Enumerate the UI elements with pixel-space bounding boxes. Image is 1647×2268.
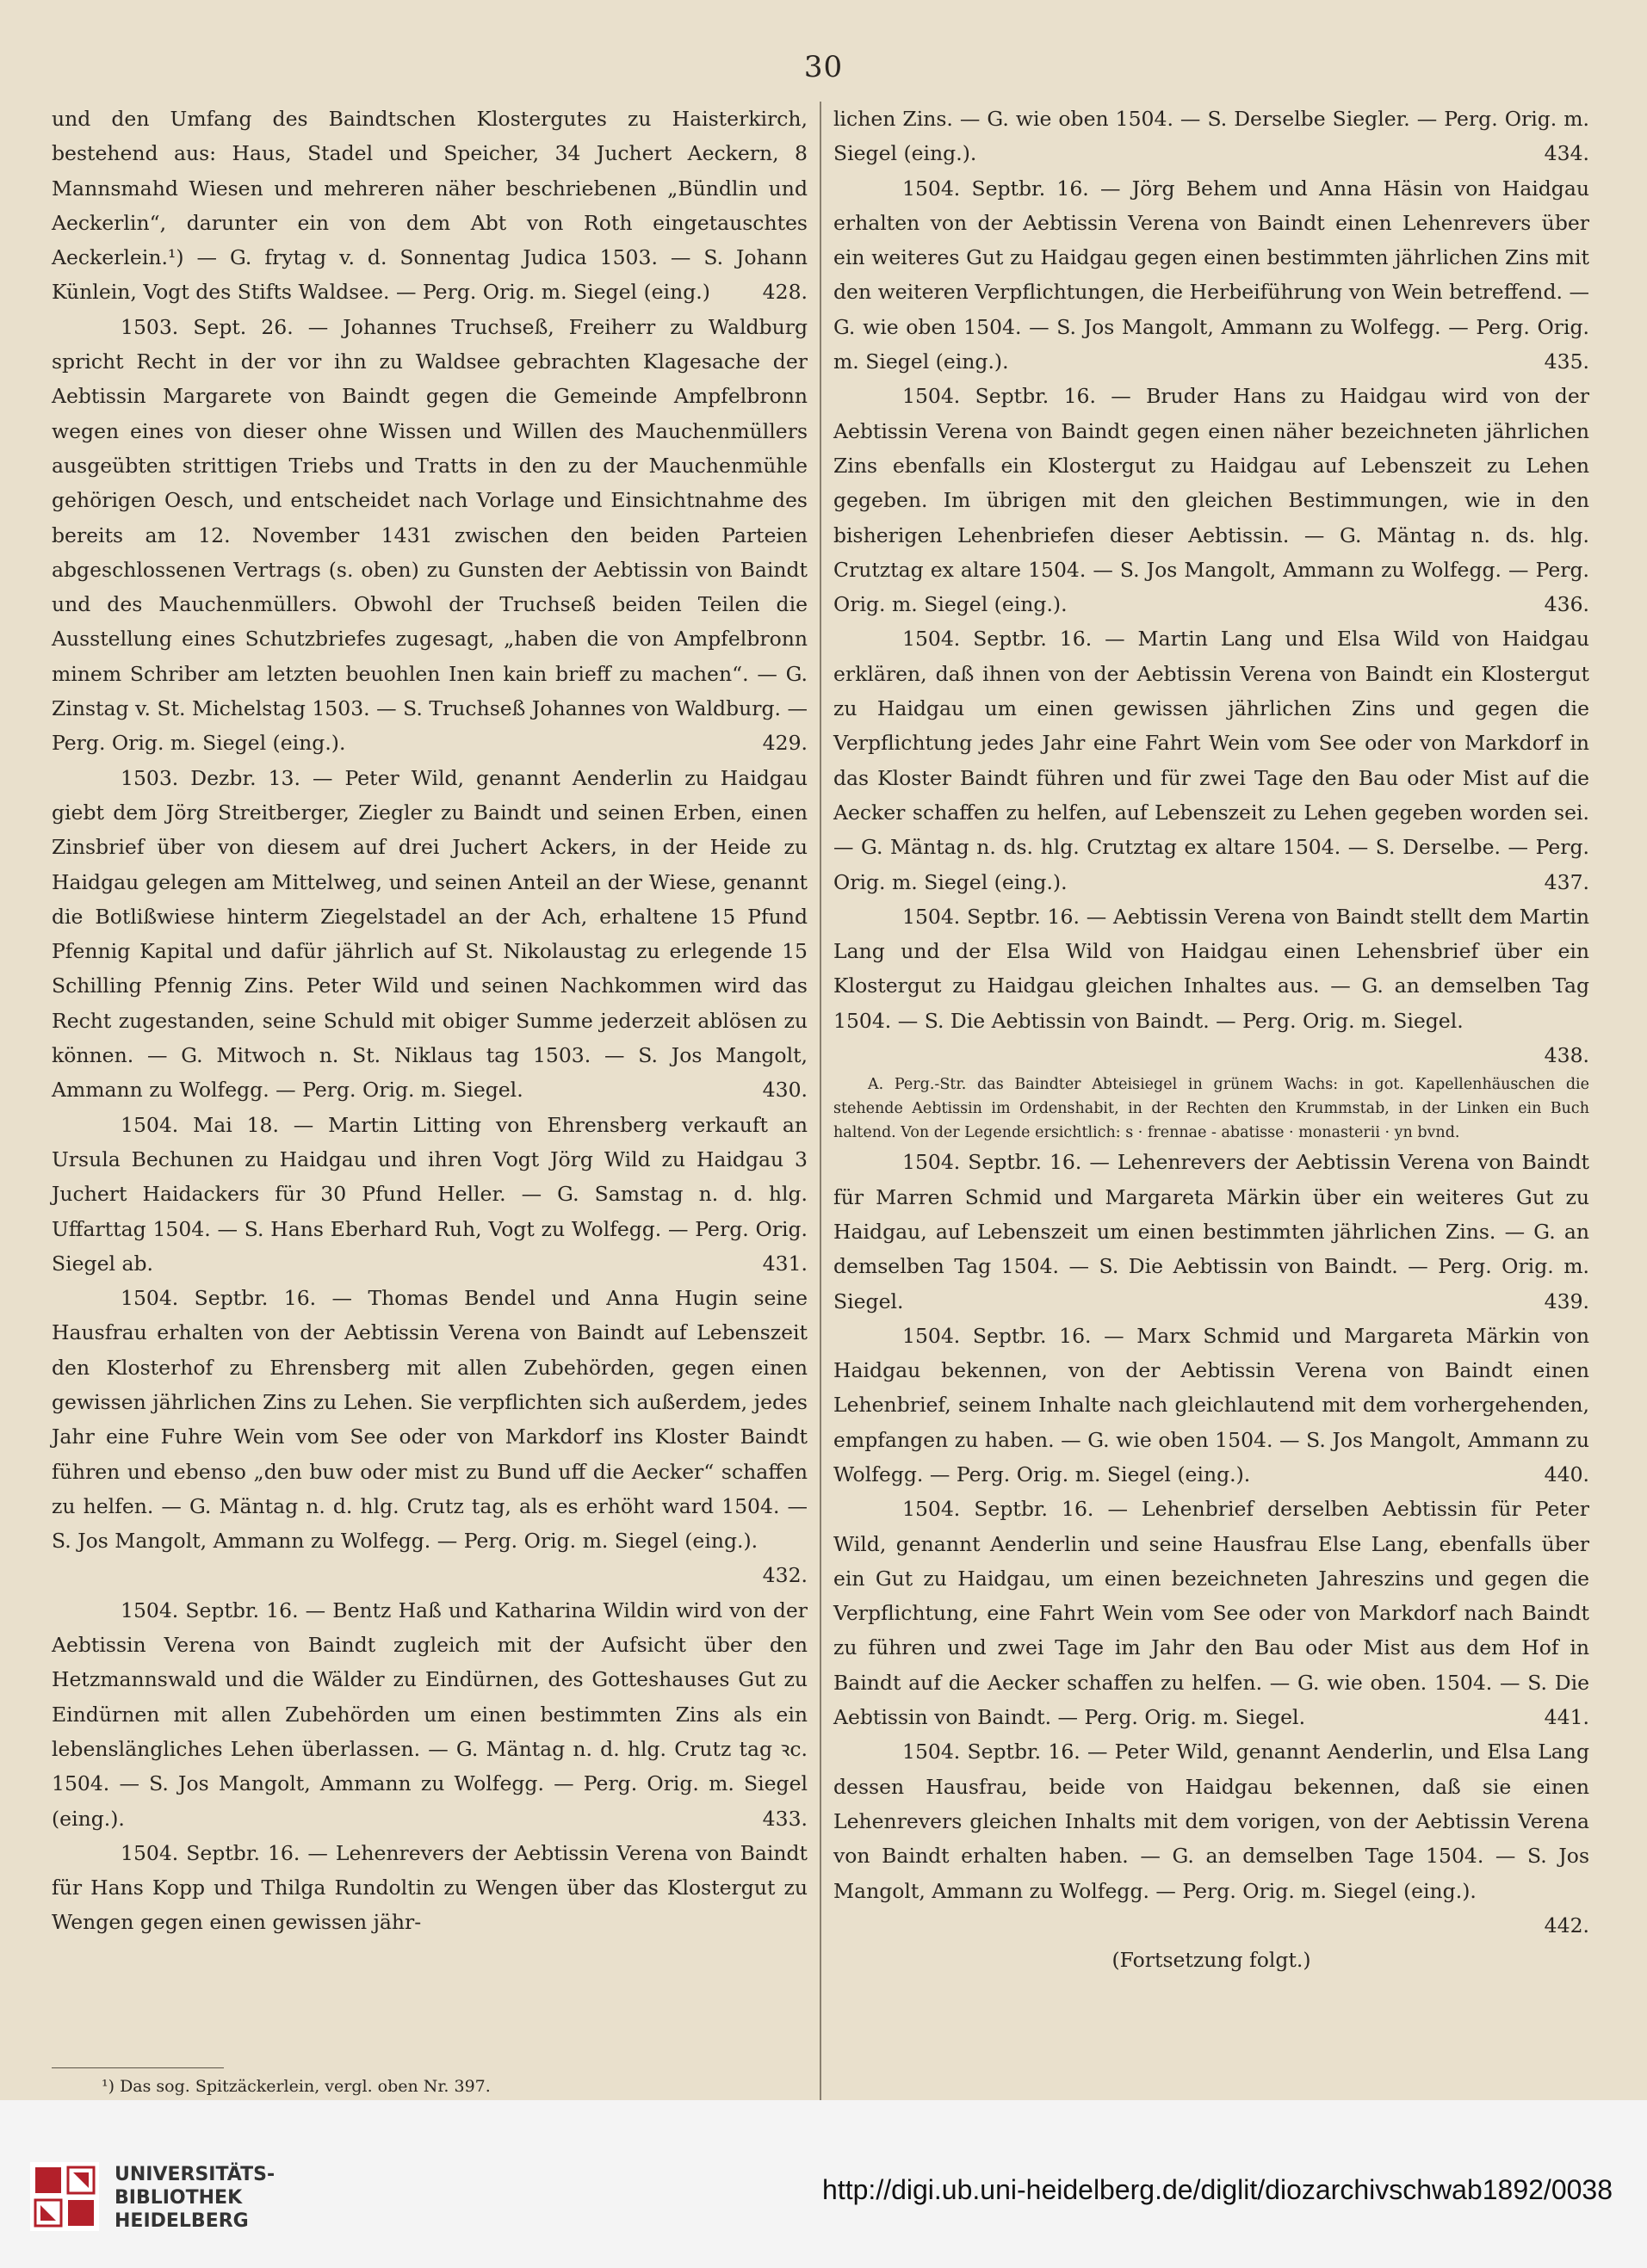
entry-number: 437. [1544, 869, 1589, 894]
entry-429: 1503. Sept. 26. — Johannes Truchseß, Freiherr zu Waldburg spricht Recht in der vor ihn zu Waldsee gebrachten Klagesache der Aebtissin Margarete von Baindt gegen die Gemeinde Ampfelbronn wegen eines von dieser ohne Wissen und Willen des Mauchenmüllers ausgeübten strittigen Triebs und Tratts in den zu der Mauchenmühle gehörigen Oesch, und entscheidet nach Vorlage und Einsichtnahme des bereits am 12. November 1431 zwischen den beiden Parteien abgeschlossenen Vertrags (s. oben) zu Gunsten der Aebtissin von Baindt und des Mauchenmüllers. Obwohl der Truchseß beiden Teilen die Ausstellung eines Schutzbriefes zugesagt, „haben die von Ampfelbronn minem Schriber am letzten beuohlen Inen kain brieff zu machen“. — G. Zinstag v. St. Michelstag 1503. — S. Truchseß Johannes von Waldburg. — Perg. Orig. m. Siegel (eing.). 429. [52, 310, 808, 761]
entry-number: 439. [1544, 1288, 1589, 1313]
left-column [52, 102, 808, 1940]
entry-number: 441. [1544, 1705, 1589, 1730]
entry-428: und den Umfang des Baindtschen Klostergutes zu Haisterkirch, bestehend aus: Haus, Stadel und Speicher, 34 Juchert Aeckern, 8 Mannsmahd Wiesen und mehreren näher beschriebenen „Bündlin und Aeckerlin“, darunter ein von dem Abt von Roth eingetauschtes Aeckerlein.¹) — G. frytag v. d. Sonnentag Judica 1503. — S. Johann Künlein, Vogt des Stifts Waldsee. — Perg. Orig. m. Siegel (eing.) 428. [52, 102, 808, 310]
entry-437: 1504. Septbr. 16. — Martin Lang und Elsa Wild von Haidgau erklären, daß ihnen von der Aebtissin Verena von Baindt ein Klostergut zu Haidgau um einen gewissen jährlichen Zins und gegen die Verpflichtung jedes Jahr eine Fahrt Wein vom See oder von Markdorf in das Kloster Baindt führen und für zwei Tage den Bau oder Mist auf die Aecker schaffen zu helfen, auf Lebenszeit zu Lehen gegeben worden sei. — G. Mäntag n. ds. hlg. Crutztag ex altare 1504. — S. Derselbe. — Perg. Orig. m. Siegel (eing.). 437. [833, 621, 1589, 899]
entry-number: 435. [1544, 349, 1589, 374]
entry-number: 442. [1544, 1913, 1589, 1937]
entry-number: 429. [762, 731, 808, 756]
footnote: ¹) Das sog. Spitzäckerlein, vergl. oben Nr. 397. [102, 2077, 491, 2096]
entry-number: 436. [1544, 592, 1589, 617]
entry-442: 1504. Septbr. 16. — Peter Wild, genannt Aenderlin, und Elsa Lang dessen Hausfrau, beide von Haidgau bekennen, daß sie einen Lehenrevers gleichen Inhalts mit dem vorigen, von der Aebtissin Verena von Baindt erhalten haben. — G. an demselben Tage 1504. — S. Jos Mangolt, Ammann zu Wolfegg. — Perg. Orig. m. Siegel (eing.). 442. [833, 1734, 1589, 1943]
entry-number: 433. [762, 1806, 808, 1831]
footnote-rule [52, 2067, 224, 2068]
source-url-link[interactable]: http://digi.ub.uni-heidelberg.de/diglit/diozarchivschwab1892/0038 [822, 2174, 1613, 2205]
entry-number: 432. [762, 1563, 808, 1588]
entry-number: 438. [1544, 1043, 1589, 1068]
entry-434-end: lichen Zins. — G. wie oben 1504. — S. Derselbe Siegler. — Perg. Orig. m. Siegel (eing.). 434. [833, 102, 1589, 171]
entry-431: 1504. Mai 18. — Martin Litting von Ehrensberg verkauft an Ursula Bechunen zu Haidgau und ihren Vogt Jörg Wild zu Haidgau 3 Juchert Haidackers für 30 Pfund Heller. — G. Samstag n. d. hlg. Uffarttag 1504. — S. Hans Eberhard Ruh, Vogt zu Wolfegg. — Perg. Orig. Siegel ab. 431. [52, 1108, 808, 1281]
library-name-line: BIBLIOTHEK [115, 2187, 243, 2209]
library-name[interactable] [115, 2163, 275, 2233]
entry-number: 428. [762, 280, 808, 305]
entry-number: 430. [762, 1078, 808, 1103]
entry-number: 434. [1544, 141, 1589, 166]
library-name-line: HEIDELBERG [115, 2210, 249, 2232]
seal-description: A. Perg.-Str. das Baindter Abteisiegel in grünem Wachs: in got. Kapellenhäuschen die stehende Aebtissin im Ordenshabit, in der Rechten den Krummstab, in der Linken ein Buch haltend. Von der Legende ersichtlich: s · frennae - abatisse · monasterii · yn bvnd. [833, 1076, 1589, 1142]
entry-number: 440. [1544, 1462, 1589, 1486]
entry-441: 1504. Septbr. 16. — Lehenbrief derselben Aebtissin für Peter Wild, genannt Aenderlin und seine Hausfrau Else Lang, ebenfalls über ein Gut zu Haidgau, um einen bezeichneten Jahreszins und gegen die Verpflichtung, eine Fahrt Wein vom See oder von Markdorf nach Baindt zu führen und zwei Tage im Jahr den Bau oder Mist aus dem Hof in Baindt auf die Aecker schaffen zu helfen. — G. wie oben. 1504. — S. Die Aebtissin von Baindt. — Perg. Orig. m. Siegel. 441. [833, 1492, 1589, 1734]
entry-438: 1504. Septbr. 16. — Aebtissin Verena von Baindt stellt dem Martin Lang und der Elsa Wild von Haidgau einen Lehensbrief über ein Klostergut zu Haidgau gleichen Inhaltes aus. — G. an demselben Tag 1504. — S. Die Aebtissin von Baindt. — Perg. Orig. m. Siegel. 438. [833, 899, 1589, 1072]
entry-number: 431. [762, 1251, 808, 1276]
entry-439: 1504. Septbr. 16. — Lehenrevers der Aebtissin Verena von Baindt für Marren Schmid und Margareta Märkin über ein weiteres Gut zu Haidgau, auf Lebenszeit um einen bestimmten jährlichen Zins. — G. an demselben Tag 1504. — S. Die Aebtissin von Baindt. — Perg. Orig. m. Siegel. 439. [833, 1145, 1589, 1318]
continued-note: (Fortsetzung folgt.) [1111, 1948, 1311, 1973]
right-column [833, 102, 1589, 1977]
entry-430: 1503. Dezbr. 13. — Peter Wild, genannt Aenderlin zu Haidgau giebt dem Jörg Streitberger, Ziegler zu Baindt und seinen Erben, einen Zinsbrief über von diesem auf drei Juchert Ackers, in der Heide zu Haidgau gelegen am Mittelweg, und seinen Anteil an der Wiese, genannt die Botlißwiese hinterm Ziegelstadel an der Ach, erhaltene 15 Pfund Pfennig Kapital und dafür jährlich auf St. Nikolaustag zu erlegende 15 Schilling Pfennig Zins. Peter Wild und seinen Nachkommen wird das Recht zugestanden, seine Schuld mit obiger Summe jederzeit ablösen zu können. — G. Mitwoch n. St. Niklaus tag 1503. — S. Jos Mangolt, Ammann zu Wolfegg. — Perg. Orig. m. Siegel. 430. [52, 761, 808, 1108]
column-divider [820, 102, 821, 2107]
library-logo-icon [30, 2162, 99, 2231]
entry-435: 1504. Septbr. 16. — Jörg Behem und Anna Häsin von Haidgau erhalten von der Aebtissin Verena von Baindt einen Lehenrevers über ein weiteres Gut zu Haidgau gegen einen bestimmten jährlichen Zins mit den weiteren Verpflichtungen, die Herbeiführung von Wein betreffend. — G. wie oben 1504. — S. Jos Mangolt, Ammann zu Wolfegg. — Perg. Orig. m. Siegel (eing.). 435. [833, 171, 1589, 380]
entry-434-start: 1504. Septbr. 16. — Lehenrevers der Aebtissin Verena von Baindt für Hans Kopp und Thilga Rundoltin zu Wengen über das Klostergut zu Wengen gegen einen gewissen jähr- [52, 1840, 808, 1935]
page-number: 30 [803, 50, 844, 84]
library-name-line: UNIVERSITÄTS- [115, 2164, 276, 2185]
entry-440: 1504. Septbr. 16. — Marx Schmid und Margareta Märkin von Haidgau bekennen, von der Aebtissin Verena von Baindt einen Lehenbrief, seinem Inhalte nach gleichlautend mit dem vorhergehenden, empfangen zu haben. — G. wie oben 1504. — S. Jos Mangolt, Ammann zu Wolfegg. — Perg. Orig. m. Siegel (eing.). 440. [833, 1319, 1589, 1492]
entry-432: 1504. Septbr. 16. — Thomas Bendel und Anna Hugin seine Hausfrau erhalten von der Aebtissin Verena von Baindt auf Lebenszeit den Klosterhof zu Ehrensberg mit allen Zubehörden, gegen einen gewissen jährlichen Zins zu Lehen. Sie verpflichten sich außerdem, jedes Jahr eine Fuhre Wein vom See oder von Markdorf ins Kloster Baindt führen und ebenso „den buw oder mist zu Bund uff die Aecker“ schaffen zu helfen. — G. Mäntag n. d. hlg. Crutz tag, als es erhöht ward 1504. — S. Jos Mangolt, Ammann zu Wolfegg. — Perg. Orig. m. Siegel (eing.). 432. [52, 1281, 808, 1593]
entry-433: 1504. Septbr. 16. — Bentz Haß und Katharina Wildin wird von der Aebtissin Verena von Baindt zugleich mit der Aufsicht über den Hetzmannswald und die Wälder zu Eindürnen, des Gotteshauses Gut zu Eindürnen mit allen Zubehörden um einen bestimmten Zins als ein lebenslängliches Lehen überlassen. — G. Mäntag n. d. hlg. Crutz tag ꝛc. 1504. — S. Jos Mangolt, Ammann zu Wolfegg. — Perg. Orig. m. Siegel (eing.). 433. [52, 1593, 808, 1836]
entry-436: 1504. Septbr. 16. — Bruder Hans zu Haidgau wird von der Aebtissin Verena von Baindt gegen einen näher bezeichneten jährlichen Zins ebenfalls ein Klostergut zu Haidgau auf Lebenszeit zu Lehen gegeben. Im übrigen mit den gleichen Bestimmungen, wie in den bisherigen Lehenbriefen dieser Aebtissin. — G. Mäntag n. ds. hlg. Crutztag ex altare 1504. — S. Jos Mangolt, Ammann zu Wolfegg. — Perg. Orig. m. Siegel (eing.). 436. [833, 379, 1589, 621]
